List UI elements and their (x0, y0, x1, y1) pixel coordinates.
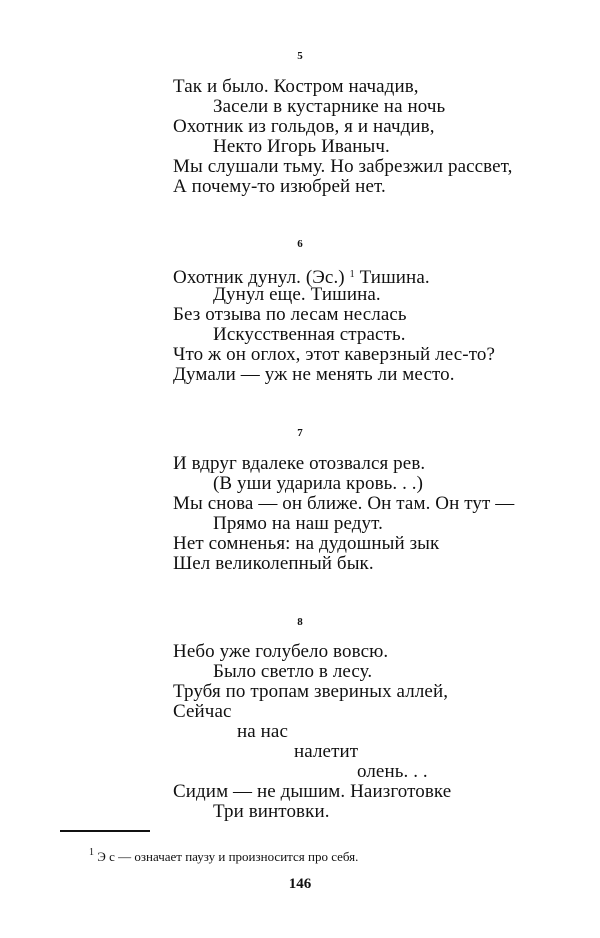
poem-line: Дунул еще. Тишина. (213, 284, 381, 305)
page-number: 146 (288, 876, 312, 892)
poem-line: А почему-то изюбрей нет. (173, 176, 386, 197)
poem-line: Искусственная страсть. (213, 324, 406, 345)
poem-line: И вдруг вдалеке отозвался рев. (173, 453, 426, 474)
footnote-ref: 1 (349, 269, 355, 280)
footnote-marker: 1 (89, 847, 94, 858)
stanza-number: 7 (297, 427, 303, 439)
poem-line: Было светло в лесу. (213, 661, 373, 682)
poem-line: (В уши ударила кровь. . .) (213, 473, 424, 494)
poem-line: Думали — уж не менять ли место. (173, 364, 455, 385)
poem-line-text: Охотник дунул. (Эс.) (173, 267, 345, 288)
poem-line: Три винтовки. (213, 801, 330, 822)
poem-line: Так и было. Костром начадив, (173, 76, 419, 97)
poem-line: Прямо на наш редут. (213, 513, 383, 534)
footnote-text: Э с — означает паузу и произносится про себя. (97, 849, 359, 864)
footnote (89, 845, 358, 864)
footnote-divider (60, 830, 150, 832)
poem-line: Небо уже голубело вовсю. (173, 641, 389, 662)
poem-line: Трубя по тропам звериных аллей, (173, 681, 449, 702)
poem-line: Сидим — не дышим. Наизготовке (173, 781, 452, 802)
poem-line: Шел великолепный бык. (173, 553, 374, 574)
poem-line: Нет сомненья: на дудошный зык (173, 533, 440, 554)
poem-line: на нас (237, 721, 288, 742)
poem-line-text: Тишина. (359, 267, 430, 288)
poem-line: Сейчас (173, 701, 232, 722)
poem-line: Без отзыва по лесам неслась (173, 304, 407, 325)
stanza-number: 6 (297, 238, 303, 250)
poem-line: Некто Игорь Иваныч. (213, 136, 390, 157)
stanza-number: 8 (297, 616, 303, 628)
poem-line: Что ж он оглох, этот каверзный лес-то? (173, 344, 495, 365)
poem-line: Мы слушали тьму. Но забрезжил рассвет, (173, 156, 513, 177)
poem-line: Охотник из гольдов, я и начдив, (173, 116, 435, 137)
poem-line: олень. . . (357, 761, 428, 782)
poem-line: Мы снова — он ближе. Он там. Он тут — (173, 493, 515, 514)
poem-line: налетит (294, 741, 359, 762)
stanza-number: 5 (297, 50, 303, 62)
poem-line: Засели в кустарнике на ночь (213, 96, 446, 117)
